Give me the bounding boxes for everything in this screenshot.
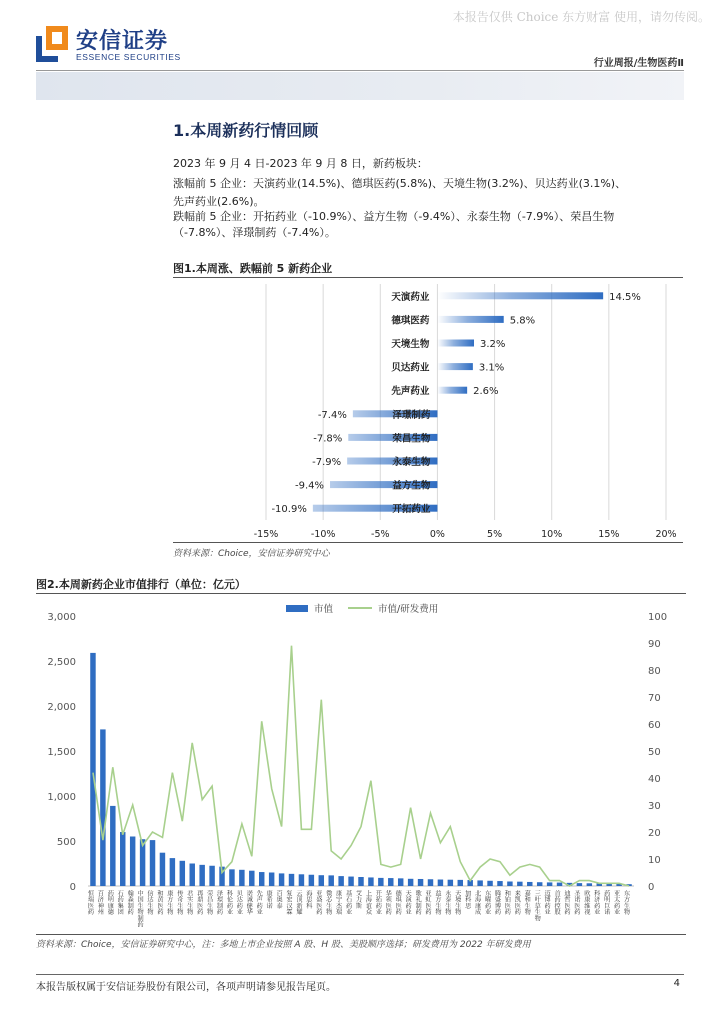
y-right-tick-label: 70	[648, 693, 661, 704]
x-category-label: 欧康维视	[582, 890, 590, 915]
market-cap-bar	[279, 873, 284, 886]
figure2-bottom-rule	[36, 934, 686, 935]
value-label: -7.8%	[313, 433, 343, 445]
date-line: 2023 年 9 月 4 日-2023 年 9 月 8 日，新药板块：	[173, 157, 428, 170]
x-category-label: 诺诚健华	[245, 890, 253, 915]
value-label: -7.4%	[317, 409, 347, 421]
market-cap-bar	[130, 837, 135, 887]
watermark: 本报告仅供 Choice 东方财富 使用，请勿传阅。	[452, 10, 710, 24]
x-category-label: 德琪医药	[394, 890, 402, 915]
x-category-label: 翰森制药	[126, 890, 134, 915]
market-cap-bar	[358, 877, 363, 886]
page-number: 4	[673, 978, 680, 989]
market-cap-bar	[547, 882, 552, 886]
x-category-label: 腾盛博药	[493, 890, 501, 915]
x-category-label: 传奇生物	[175, 890, 183, 915]
market-cap-bar	[319, 875, 324, 886]
market-cap-bar	[408, 879, 413, 886]
market-cap-bar	[190, 864, 195, 887]
x-tick-label: -15%	[253, 529, 279, 540]
market-cap-bar	[299, 874, 304, 886]
x-category-label: 石药集团	[116, 890, 124, 915]
category-label: 永泰生物	[392, 457, 431, 468]
footer-disclaimer: 本报告版权属于安信证券股份有限公司，各项声明请参见报告尾页。	[36, 982, 336, 993]
x-category-label: 微芯生物	[324, 890, 332, 915]
x-tick-label: 20%	[655, 529, 677, 540]
market-cap-bar	[378, 878, 383, 886]
logo-mark-icon	[36, 26, 68, 62]
x-category-label: 开拓药业	[374, 890, 382, 915]
value-label: -9.4%	[294, 480, 324, 492]
x-category-label: 上海谊众	[364, 890, 372, 915]
market-cap-bar	[209, 866, 214, 886]
market-cap-bar	[160, 853, 165, 886]
x-tick-label: 10%	[541, 529, 563, 540]
market-cap-bar	[418, 879, 423, 886]
x-category-label: 天境生物	[453, 890, 461, 915]
market-cap-bar	[170, 858, 175, 886]
y-left-tick-label: 2,000	[47, 702, 76, 713]
y-right-tick-label: 100	[648, 612, 668, 623]
market-cap-bar	[587, 883, 592, 886]
x-tick-label: 15%	[598, 529, 620, 540]
ratio-line	[93, 646, 629, 886]
figure1-title-rule	[173, 277, 683, 278]
x-category-label: 首药控股	[553, 890, 561, 915]
x-category-label: 海思科	[304, 890, 312, 909]
x-category-label: 歌礼制药	[414, 890, 422, 915]
figure1-bottom-rule	[173, 542, 683, 543]
market-cap-bar	[557, 883, 562, 886]
figure2-chart	[36, 596, 686, 936]
market-cap-bar	[239, 870, 244, 886]
market-cap-bar	[438, 880, 443, 886]
market-cap-bar	[120, 832, 125, 886]
bar	[437, 387, 467, 394]
x-category-label: 亚虹医药	[423, 890, 431, 915]
y-right-tick-label: 0	[648, 882, 655, 893]
category-label: 开拓药业	[392, 504, 431, 516]
market-cap-bar	[90, 653, 95, 886]
category-label: 贝达药业	[391, 362, 430, 374]
x-category-label: 云顶新耀	[294, 890, 302, 915]
value-label: 14.5%	[609, 291, 641, 303]
x-category-label: 华领医药	[384, 890, 392, 915]
losers-line-2: （-7.8%）、泽璟制药（-7.4%）。	[173, 226, 336, 239]
y-right-tick-label: 30	[648, 801, 661, 812]
x-category-label: 泽璟制药	[215, 890, 223, 915]
x-category-label: 和黄医药	[155, 890, 163, 915]
y-left-tick-label: 3,000	[47, 612, 76, 623]
bar	[437, 340, 474, 347]
category-label: 天演药业	[391, 291, 430, 303]
market-cap-bar	[348, 877, 353, 886]
x-category-label: 中国生物制药	[136, 890, 144, 928]
x-category-label: 君实生物	[185, 890, 193, 915]
brand-name-en: ESSENCE SECURITIES	[76, 52, 181, 62]
x-category-label: 东曜药业	[483, 890, 491, 915]
category-label: 泽璟制药	[392, 409, 431, 421]
y-right-tick-label: 90	[648, 639, 661, 650]
report-type: 行业周报/生物医药Ⅱ	[593, 58, 684, 69]
market-cap-bar	[537, 882, 542, 886]
market-cap-bar	[269, 873, 274, 887]
value-label: 3.2%	[480, 339, 506, 350]
y-right-tick-label: 80	[648, 666, 661, 677]
value-label: -10.9%	[271, 504, 307, 516]
x-category-label: 东方生物	[622, 890, 630, 915]
market-cap-bar	[249, 871, 254, 886]
header-divider	[36, 70, 684, 71]
market-cap-bar	[180, 861, 185, 886]
market-cap-bar	[199, 865, 204, 886]
market-cap-bar	[388, 878, 393, 886]
losers-line-1: 跌幅前 5 企业：开拓药业（-10.9%）、益方生物（-9.4%）、永泰生物（-7.9%）、荣昌生物	[173, 210, 615, 223]
gainers-line-2: 先声药业(2.6%)。	[173, 195, 265, 208]
x-category-label: 康方生物	[165, 890, 173, 915]
y-right-tick-label: 20	[648, 828, 661, 839]
x-category-label: 永泰生物	[443, 890, 451, 915]
y-left-tick-label: 500	[56, 837, 76, 848]
market-cap-bar	[497, 881, 502, 886]
x-tick-label: 0%	[429, 529, 445, 540]
figure1-title: 图1.本周涨、跌幅前 5 新药企业	[173, 262, 333, 275]
market-cap-bar	[398, 878, 403, 886]
figure2-title: 图2.本周新药企业市值排行（单位：亿元）	[36, 578, 246, 591]
market-cap-bar	[110, 806, 115, 886]
market-cap-bar	[507, 882, 512, 887]
market-cap-bar	[517, 882, 522, 886]
x-category-label: 嘉和生物	[523, 890, 531, 915]
value-label: 3.1%	[478, 362, 505, 374]
y-left-tick-label: 0	[69, 882, 76, 893]
x-category-label: 迈博药业	[543, 890, 551, 915]
market-cap-bar	[458, 880, 463, 886]
x-category-label: 荣昌生物	[205, 890, 213, 915]
x-tick-label: -10%	[310, 529, 336, 540]
market-cap-bar	[448, 880, 453, 886]
x-category-label: 贝达药业	[235, 890, 243, 915]
x-category-label: 艾力斯	[354, 890, 362, 909]
bar	[437, 292, 603, 299]
category-label: 荣昌生物	[392, 433, 431, 445]
x-category-label: 百奥泰	[275, 890, 283, 909]
market-cap-bar	[289, 874, 294, 886]
bar	[437, 316, 503, 323]
x-category-label: 康希诺	[265, 890, 273, 909]
x-category-label: 北海康成	[473, 890, 481, 915]
x-category-label: 来凯医药	[513, 890, 521, 915]
market-cap-bar	[527, 882, 532, 886]
market-cap-bar	[150, 840, 155, 886]
value-label: 2.6%	[473, 386, 499, 398]
x-category-label: 恒瑞医药	[86, 890, 94, 915]
company-logo	[36, 24, 236, 68]
gainers-line-1: 涨幅前 5 企业：天演药业(14.5%)、德琪医药(5.8%)、天境生物(3.2%)、贝达药业(3.1%)、	[173, 177, 627, 190]
x-category-label: 益方生物	[433, 890, 441, 915]
x-tick-label: 5%	[487, 529, 503, 540]
y-right-tick-label: 50	[648, 747, 661, 758]
market-cap-bar	[368, 877, 373, 886]
x-category-label: 亚太药业	[612, 890, 620, 915]
x-category-label: 基石药业	[344, 890, 352, 915]
x-category-label: 加科思	[463, 890, 471, 909]
y-left-tick-label: 2,500	[47, 657, 76, 668]
x-category-label: 先声药业	[255, 890, 263, 915]
legend-label-line: 市值/研发费用	[378, 604, 439, 615]
x-category-label: 科济药业	[592, 890, 600, 915]
market-cap-bar	[328, 875, 333, 886]
legend-label-bar: 市值	[314, 604, 334, 615]
market-cap-bar	[577, 883, 582, 886]
x-category-label: 迪哲医药	[562, 890, 570, 915]
x-category-label: 药明巨诺	[602, 890, 610, 915]
x-category-label: 复宏汉霖	[285, 890, 293, 915]
market-cap-bar	[309, 875, 314, 886]
y-left-tick-label: 1,000	[47, 792, 76, 803]
x-category-label: 天演药业	[404, 890, 412, 915]
x-category-label: 药明康德	[106, 890, 114, 915]
x-category-label: 圣诺医药	[572, 890, 580, 915]
x-tick-label: -5%	[371, 529, 390, 540]
y-right-tick-label: 10	[648, 855, 661, 866]
x-category-label: 再鼎医药	[195, 890, 203, 915]
header-band	[36, 72, 684, 100]
category-label: 先声药业	[391, 386, 430, 398]
market-cap-bar	[100, 729, 105, 886]
category-label: 天境生物	[391, 339, 430, 350]
market-cap-bar	[259, 872, 264, 886]
y-left-tick-label: 1,500	[47, 747, 76, 758]
market-cap-bar	[229, 869, 234, 886]
footer-divider	[36, 974, 684, 975]
section-title: 1.本周新药行情回顾	[173, 121, 319, 140]
x-category-label: 和铂医药	[503, 890, 511, 915]
category-label: 德琪医药	[391, 315, 430, 327]
y-right-tick-label: 60	[648, 720, 661, 731]
x-category-label: 百济神州	[96, 890, 104, 915]
market-cap-bar	[428, 879, 433, 886]
legend-swatch-bar	[286, 605, 308, 612]
market-cap-bar	[477, 880, 482, 886]
value-label: 5.8%	[509, 315, 536, 327]
figure1-chart	[173, 280, 683, 552]
figure2-title-rule	[36, 593, 686, 594]
bar	[437, 363, 472, 370]
market-cap-bar	[338, 876, 343, 886]
x-category-label: 信达生物	[146, 890, 154, 915]
market-cap-bar	[487, 881, 492, 886]
figure1-source: 资料来源：Choice，安信证券研究中心	[173, 549, 330, 559]
x-category-label: 康宁杰瑞	[334, 890, 342, 915]
x-category-label: 科伦药业	[225, 890, 233, 915]
category-label: 益方生物	[392, 480, 431, 492]
x-category-label: 三叶草生物	[533, 890, 541, 921]
value-label: -7.9%	[312, 457, 342, 468]
brand-name-cn: 安信证券	[76, 29, 169, 54]
figure2-source: 资料来源：Choice，安信证券研究中心，注：多地上市企业按照 A 股、H 股、美股顺序选择；研发费用为 2022 年研发费用	[36, 940, 531, 950]
y-right-tick-label: 40	[648, 774, 661, 785]
x-category-label: 亚盛医药	[314, 890, 322, 915]
